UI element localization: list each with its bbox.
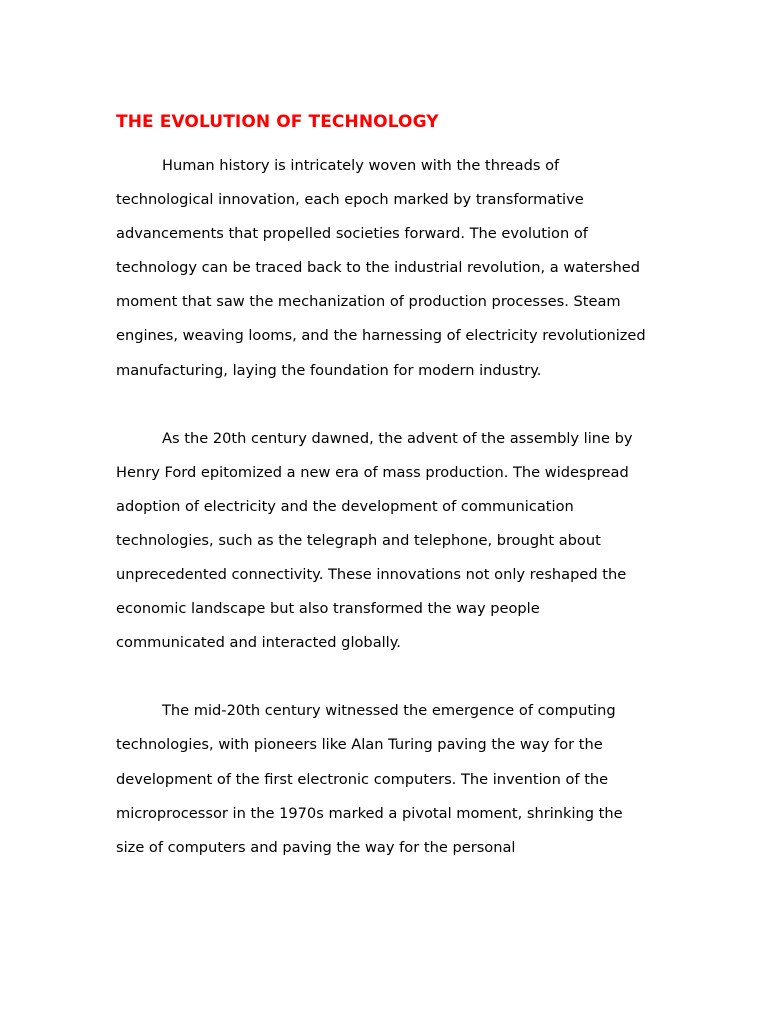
paragraph-20th-century: As the 20th century dawned, the advent of the assembly line by Henry Ford epitomized a new era of mass production. The widespread adoption of electricity and the development of communication technologies, such as the telegraph and telephone, brought about unprecedented connectivity. These innovations not only reshaped the economic landscape but also transformed the way people communicated and interacted globally. xyxy=(116,429,633,652)
document-title: THE EVOLUTION OF TECHNOLOGY xyxy=(116,112,439,132)
paragraph-industrial-revolution: Human history is intricately woven with the threads of technological innovation, each epoch marked by transformative advancements that propelled societies forward. The evolution of technology can be traced back to the industrial revolution, a watershed moment that saw the mechanization of production processes. Steam engines, weaving looms, and the harnessing of electricity revolutionized manufacturing, laying the foundation for modern industry. xyxy=(116,157,646,379)
paragraph-computing: The mid-20th century witnessed the emergence of computing technologies, with pioneers like Alan Turing paving the way for the development of the first electronic computers. The invention of the microprocessor in the 1970s marked a pivotal moment, shrinking the size of computers and paving the way for the personal xyxy=(116,702,623,856)
